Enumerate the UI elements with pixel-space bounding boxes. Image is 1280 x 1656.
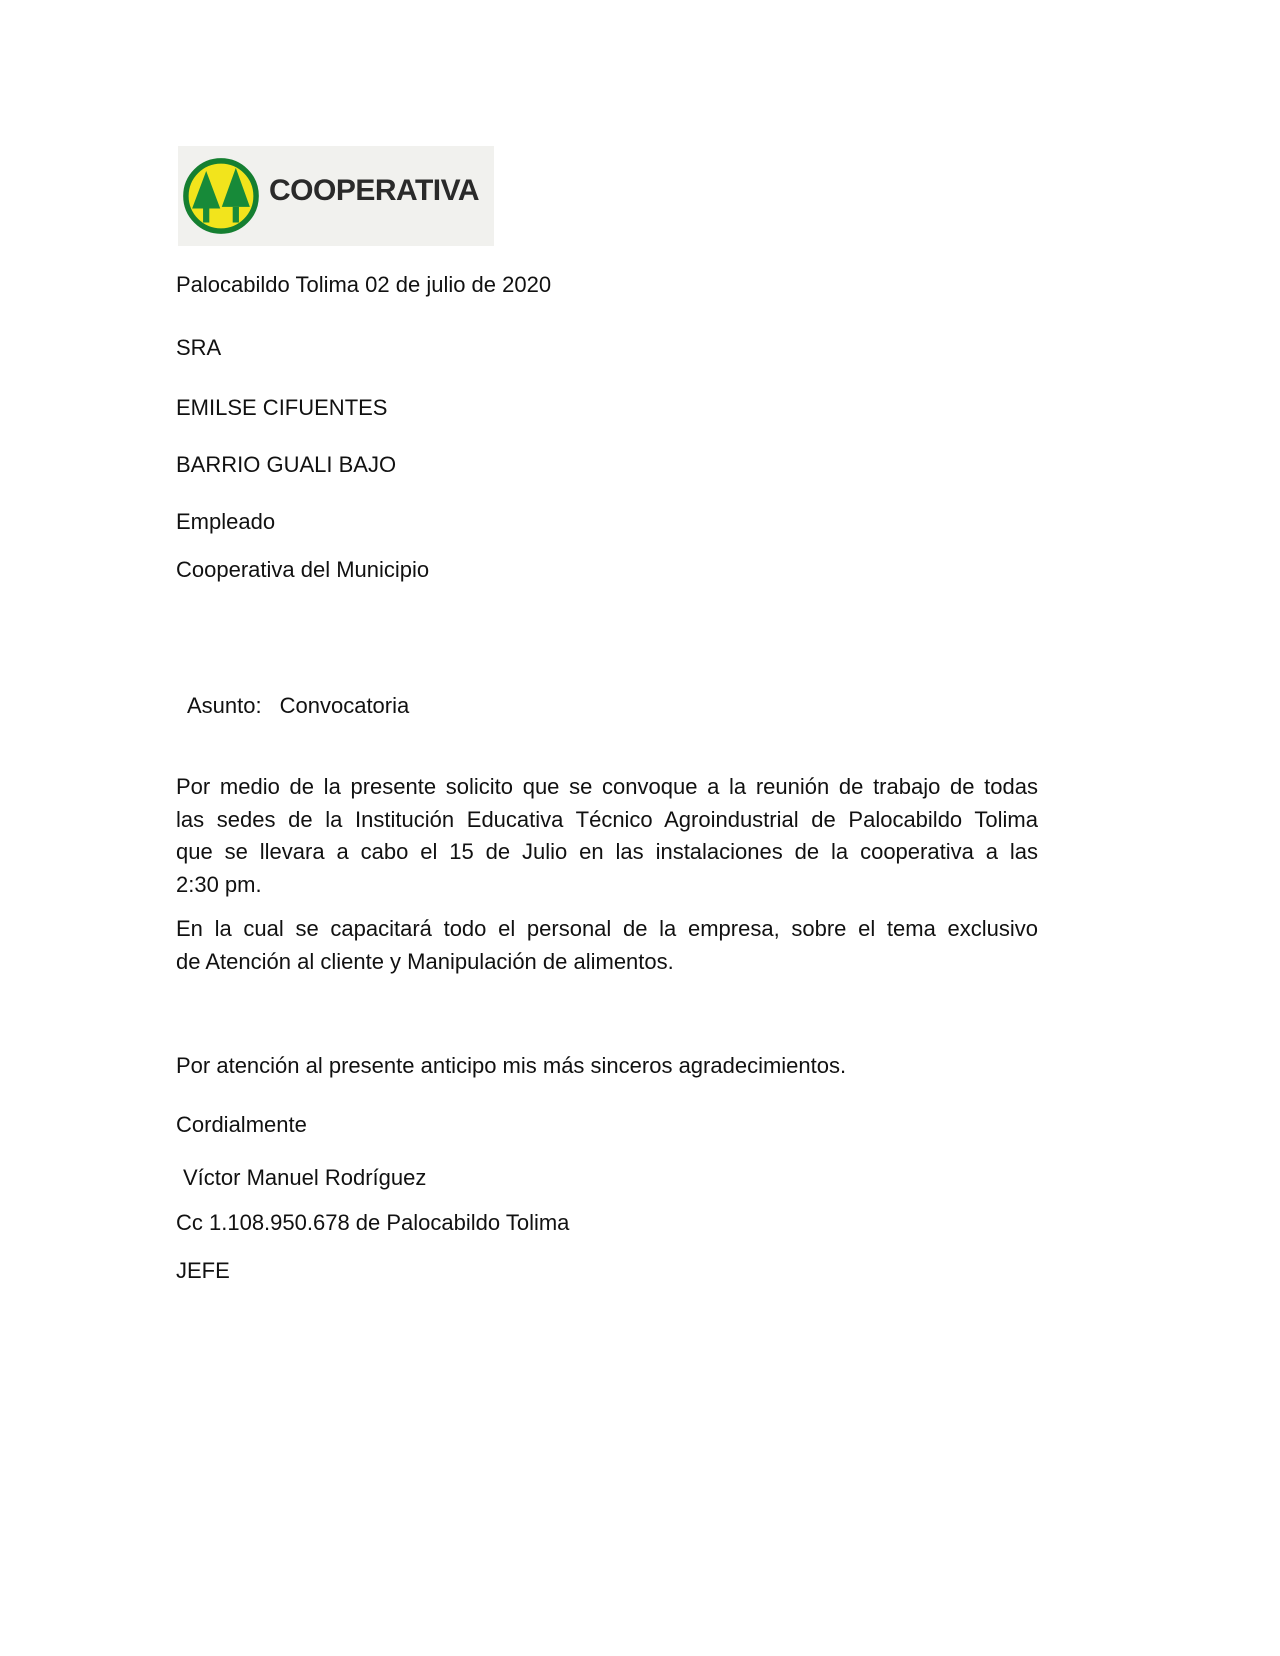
paragraph-line: de Atención al cliente y Manipulación de alimentos. <box>176 948 674 974</box>
subject-label: Asunto: <box>187 693 262 718</box>
signature-title-line: JEFE <box>176 1258 230 1283</box>
signature-name-line: Víctor Manuel Rodríguez <box>183 1165 427 1190</box>
date-line: Palocabildo Tolima 02 de julio de 2020 <box>176 272 552 297</box>
paragraph-line: En la cual se capacitará todo el personal de la empresa, sobre el tema exclusivo <box>176 916 1038 941</box>
body-paragraph-2 <box>176 913 1038 978</box>
salutation-line: SRA <box>176 335 222 360</box>
left-tree-trunk-shape <box>203 208 209 222</box>
signature-id-line: Cc 1.108.950.678 de Palocabildo Tolima <box>176 1210 570 1235</box>
recipient-org-line: Cooperativa del Municipio <box>176 557 430 582</box>
subject-line <box>187 692 409 720</box>
paragraph-line: que se llevara a cabo el 15 de Julio en las instalaciones de la cooperativa a las <box>176 839 1038 864</box>
cooperativa-logo-banner <box>178 146 494 246</box>
thanks-line: Por atención al presente anticipo mis más sinceros agradecimientos. <box>176 1053 847 1078</box>
subject-value: Convocatoria <box>279 693 410 718</box>
paragraph-line: Por medio de la presente solicito que se convoque a la reunión de trabajo de todas <box>176 774 1038 799</box>
paragraph-line: las sedes de la Institución Educativa Técnico Agroindustrial de Palocabildo Tolima <box>176 806 1038 832</box>
recipient-address-line: BARRIO GUALI BAJO <box>176 452 397 477</box>
recipient-role-line: Empleado <box>176 509 276 534</box>
body-paragraph-1 <box>176 771 1038 901</box>
brand-name: COOPERATIVA <box>269 174 480 207</box>
closing-line: Cordialmente <box>176 1112 307 1137</box>
right-tree-trunk-shape <box>233 207 239 223</box>
recipient-name-line: EMILSE CIFUENTES <box>176 395 388 420</box>
pine-trees-logo-icon <box>182 157 260 235</box>
paragraph-line: 2:30 pm. <box>176 871 262 897</box>
